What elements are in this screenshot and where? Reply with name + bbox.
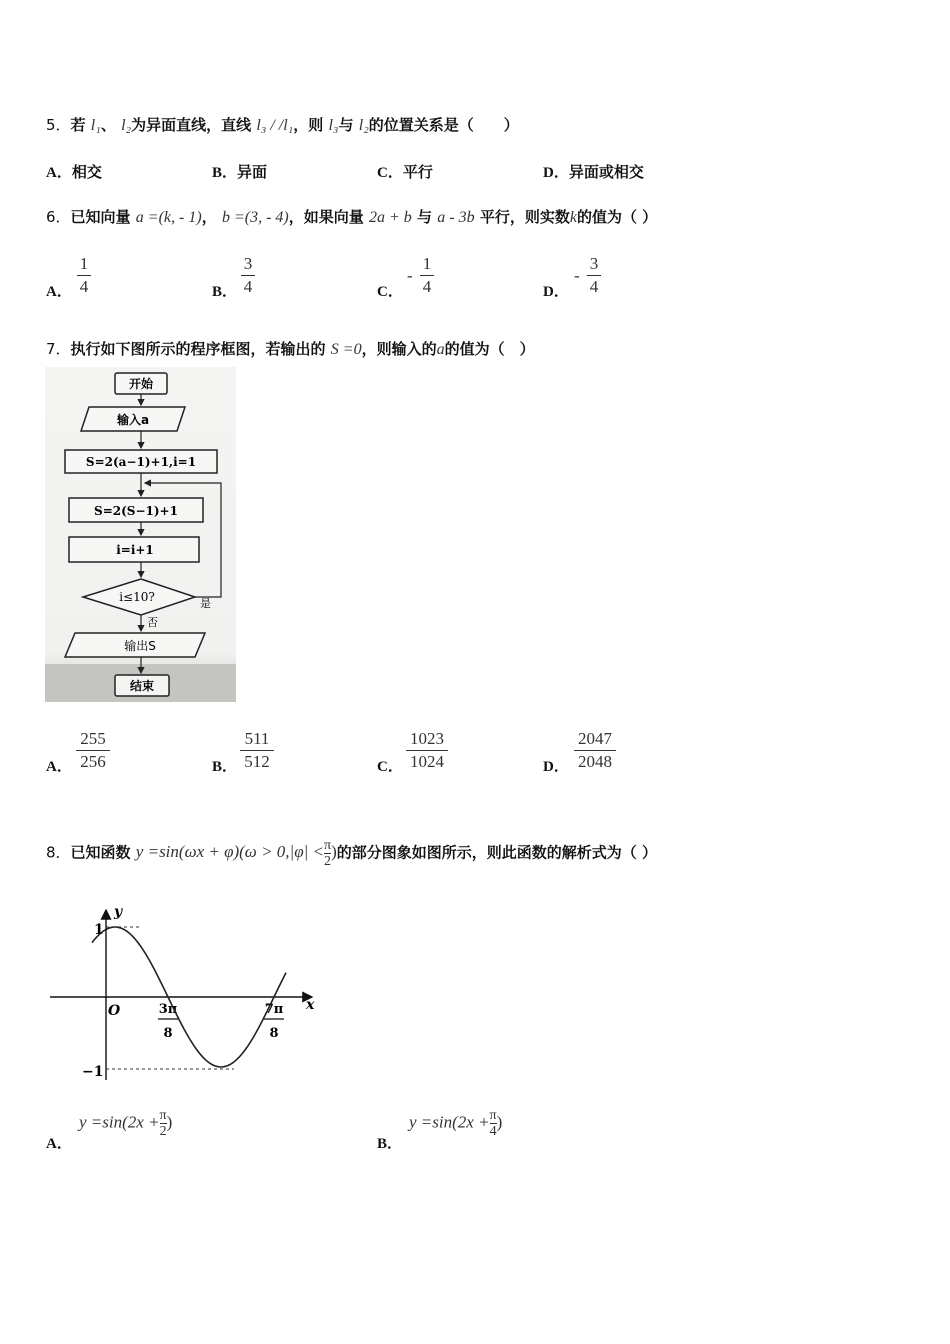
y-max-label: 1: [94, 922, 104, 938]
option-d: D．: [543, 759, 569, 775]
option-c: C．平行: [377, 163, 433, 181]
init-label: S=2(a−1)+1,i=1: [85, 455, 197, 469]
vector-a: a =(k, - 1): [135, 209, 202, 226]
vector-b: b =(3, - 4): [221, 209, 289, 226]
minus-sign: -: [407, 266, 413, 285]
input-label: 输入a: [116, 413, 150, 427]
fraction: $\frac{511}{512}$: [240, 729, 274, 772]
question-number: 7．: [46, 340, 71, 358]
option-c: C．: [377, 759, 403, 775]
y-axis-label: y: [114, 904, 123, 920]
line-l3: l₃: [328, 117, 339, 134]
fraction: $\frac{2047}{2048}$: [574, 729, 616, 772]
y-min-label: −1: [82, 1064, 104, 1080]
expression-1: 2a + b: [368, 209, 412, 226]
question-7: 7．执行如下图所示的程序框图，若输出的 S =0，则输入的a的值为（ ）: [46, 340, 535, 358]
variable-a: a: [436, 341, 445, 358]
x-tick-3pi-num: 3π: [158, 1002, 178, 1017]
question-number: 5．: [46, 116, 71, 134]
question-6: 6．已知向量 a =(k, - 1)， b =(3, - 4)，如果向量 2a + b 与 a - 3b 平行，则实数k的值为（ ）: [46, 208, 658, 226]
option-a-formula: y =sin(2x + $\frac{\pi}{2}$ ): [79, 1108, 173, 1139]
option-c: C．: [377, 284, 403, 300]
line-l2: l₂: [121, 117, 132, 134]
no-label: 否: [147, 616, 158, 629]
fraction: $\frac{3}{4}$: [587, 254, 601, 297]
x-tick-3pi-den: 8: [163, 1026, 173, 1041]
function-expression: y =sin(ωx + φ)(ω > 0,|φ| < $\frac{\pi}{2}$ ): [135, 838, 337, 869]
option-a: A．: [46, 759, 72, 775]
x-tick-7pi-den: 8: [269, 1026, 279, 1041]
fraction: $\frac{1}{4}$: [420, 254, 434, 297]
option-d: D．: [543, 284, 569, 300]
option-b: B．: [212, 284, 238, 300]
option-b: B．异面: [212, 163, 268, 181]
flowchart: [45, 367, 236, 702]
question-number: 8．: [46, 843, 71, 862]
fraction: $\frac{3}{4}$: [241, 254, 255, 297]
minus-sign: -: [574, 266, 580, 285]
fraction: $\frac{1}{4}$: [77, 254, 91, 297]
x-axis-label: x: [306, 997, 315, 1013]
fraction: $\frac{1023}{1024}$: [406, 729, 448, 772]
start-label: 开始: [128, 377, 154, 391]
increment-label: i=i+1: [116, 543, 154, 557]
variable-k: k: [569, 209, 577, 226]
yes-label: 是: [200, 597, 211, 610]
end-label: 结束: [129, 679, 155, 693]
x-tick-7pi-num: 7π: [264, 1002, 284, 1017]
question-number: 6．: [46, 208, 71, 226]
option-b-formula: y =sin(2x + $\frac{\pi}{4}$ ): [409, 1108, 503, 1139]
output-label: 输出S: [124, 639, 156, 653]
line-l2: l₂: [358, 117, 369, 134]
option-d: D．异面或相交: [543, 163, 644, 181]
option-a: A．相交: [46, 163, 102, 181]
option-b: B．: [212, 759, 238, 775]
option-a: A．: [46, 284, 72, 300]
decision-label: i≤10?: [119, 590, 155, 604]
update-label: S=2(S−1)+1: [94, 504, 178, 518]
condition: S =0: [330, 341, 362, 358]
fraction: $\frac{255}{256}$: [76, 729, 110, 772]
question-5: 5．若 l₁、 l₂为异面直线，直线 l₃ / /l₁，则 l₃与 l₂的位置关系是（ ）: [46, 116, 519, 134]
question-8: 8．已知函数 y =sin(ωx + φ)(ω > 0,|φ| < $\frac{\pi}{2}$ )的部分图象如图所示，则此函数的解析式为（ ）: [46, 838, 657, 869]
line-l1: l₁: [90, 117, 101, 134]
origin-label: O: [108, 1003, 121, 1019]
option-a: A．: [46, 1136, 72, 1152]
sine-graph: [44, 900, 324, 1085]
parallel-relation: l₃ / /l₁: [256, 117, 294, 134]
expression-2: a - 3b: [437, 209, 475, 226]
option-b: B．: [377, 1136, 403, 1152]
